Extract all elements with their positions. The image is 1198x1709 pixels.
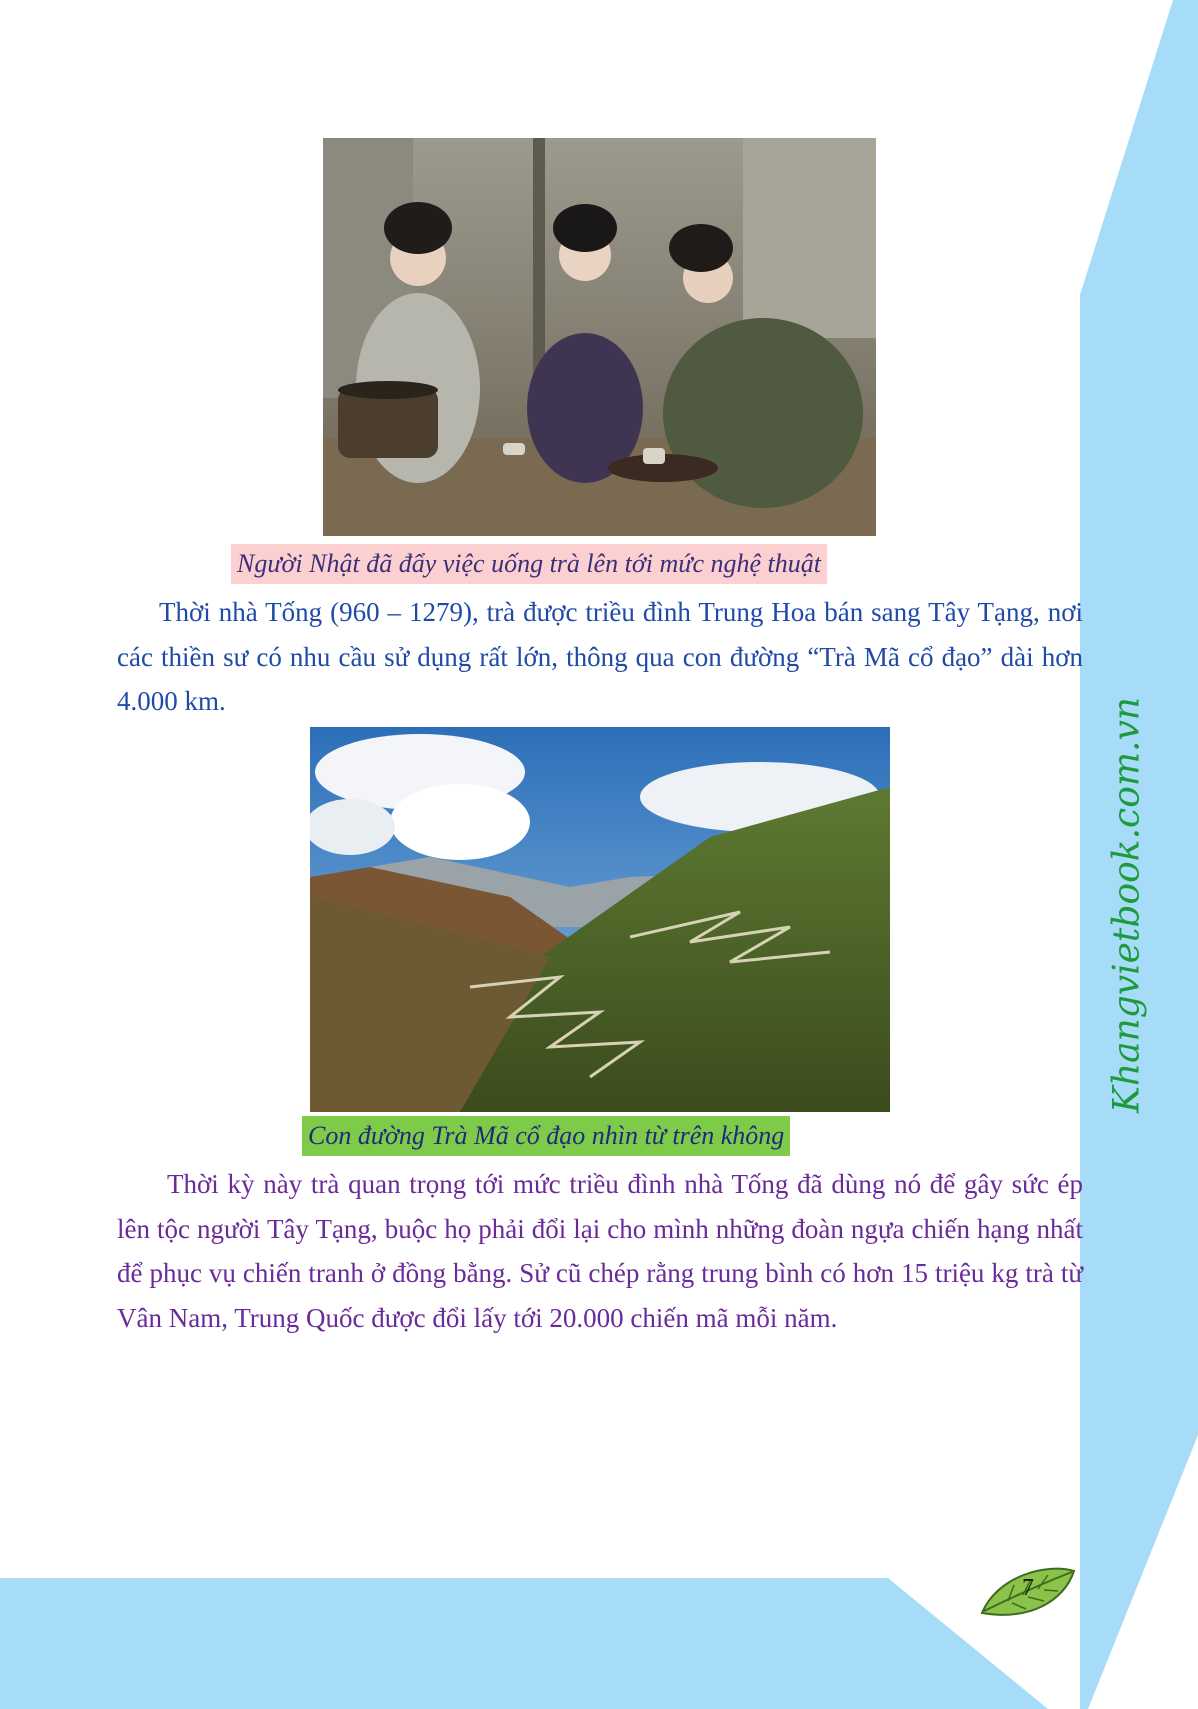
paragraph-tea-for-horses: Thời kỳ này trà quan trọng tới mức triều đình nhà Tống đã dùng nó để gây sức ép lên tộc người Tây Tạng, buộc họ phải đổi lại cho mình những đoàn ngựa chiến hạng nhất để phục vụ chiến tranh ở đồng bằng. Sử cũ chép rằng trung bình có hơn 15 triệu kg trà từ Vân Nam, Trung Quốc được đổi lấy tới 20.000 chiến mã mỗi năm. (117, 1169, 1083, 1333)
paragraph-song-dynasty-trade: Thời nhà Tống (960 – 1279), trà được triều đình Trung Hoa bán sang Tây Tạng, nơi các thiền sư có nhu cầu sử dụng rất lớn, thông qua con đường “Trà Mã cổ đạo” dài hơn 4.000 km. (117, 597, 1083, 716)
geisha-tea-photo (323, 138, 876, 536)
publisher-watermark: Khangvietbook.com.vn (1106, 697, 1148, 1113)
page-number: 7 (1022, 1575, 1034, 1601)
mountain-road-photo (310, 727, 890, 1112)
photo-caption-geisha: Người Nhật đã đẩy việc uống trà lên tới mức nghệ thuật (231, 544, 827, 584)
bottom-blue-band (0, 1578, 1048, 1709)
photo-caption-tea-horse-road: Con đường Trà Mã cổ đạo nhìn từ trên không (302, 1116, 790, 1156)
